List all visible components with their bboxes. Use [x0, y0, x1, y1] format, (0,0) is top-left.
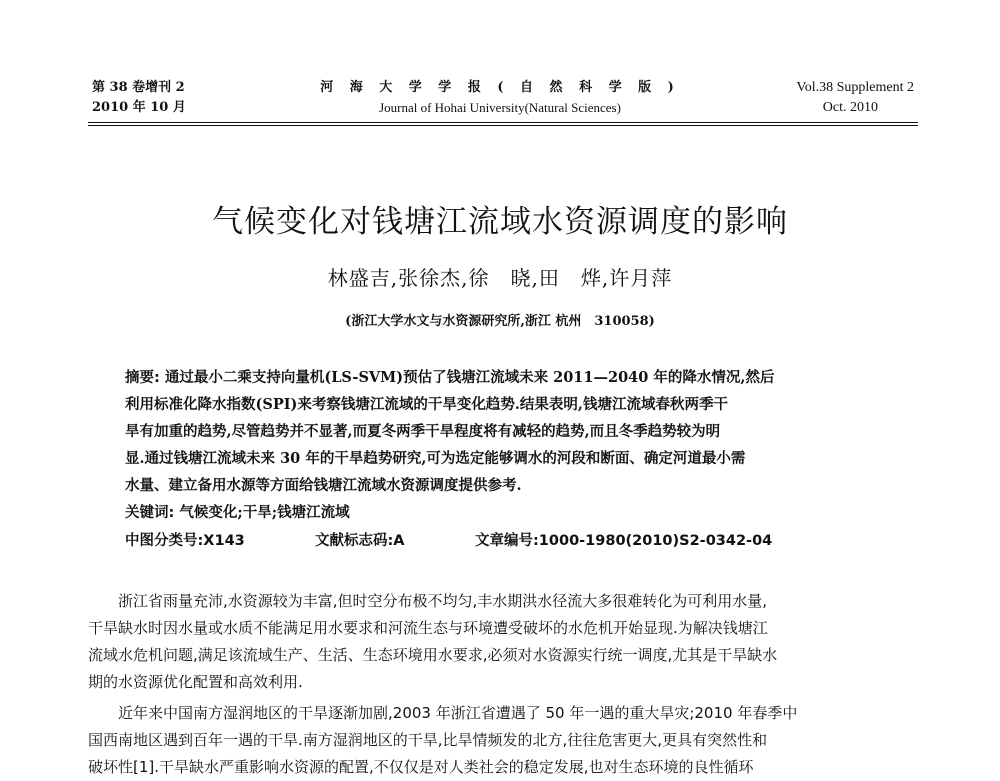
body-paragraph-2-line-3: 破坏性[1].干旱缺水严重影响水资源的配置,不仅仅是对人类社会的稳定发展,也对生态环境的良性循环 — [88, 758, 754, 776]
abstract-line-2: 利用标准化降水指数(SPI)来考察钱塘江流域的干旱变化趋势.结果表明,钱塘江流域春秋两季干 — [125, 396, 728, 413]
volume-issue: 第 38 卷增刊 2 — [92, 80, 185, 95]
journal-volume-english — [796, 78, 914, 118]
body-paragraph-1-line-4: 期的水资源优化配置和高效利用. — [88, 673, 303, 691]
journal-name-english: Journal of Hohai University(Natural Sciences) — [379, 100, 621, 115]
header-rule-top — [88, 122, 918, 123]
author-affiliation: (浙江大学水文与水资源研究所,浙江 杭州 310058) — [345, 314, 655, 329]
publication-date: 2010 年 10 月 — [92, 100, 186, 115]
journal-name — [300, 78, 700, 118]
keywords-label: 关键词: — [125, 505, 175, 521]
body-paragraph-2-line-2: 国西南地区遇到百年一遇的干旱.南方湿润地区的干旱,比旱情频发的北方,往往危害更大,更具有突然性和 — [88, 731, 768, 749]
clc-number: 中图分类号:X143 — [125, 533, 245, 549]
date-english: Oct. 2010 — [822, 100, 878, 115]
keywords-text: 气候变化;干旱;钱塘江流域 — [179, 504, 350, 521]
journal-volume-info — [92, 78, 186, 118]
abstract-line-3: 旱有加重的趋势,尽管趋势并不显著,而夏冬两季干旱程度将有减轻的趋势,而且冬季趋势较为明 — [125, 423, 721, 440]
document-code: 文献标志码:A — [315, 533, 405, 549]
body-paragraph-1-line-3: 流域水危机问题,满足该流域生产、生活、生态环境用水要求,必须对水资源实行统一调度,尤其是干旱缺水 — [88, 646, 778, 664]
article-id: 文章编号:1000-1980(2010)S2-0342-04 — [475, 533, 773, 549]
abstract-text-1: 通过最小二乘支持向量机(LS-SVM)预估了钱塘江流域未来 2011—2040 年的降水情况,然后 — [164, 369, 775, 386]
abstract-line-1 — [125, 364, 885, 392]
article-authors: 林盛吉,张徐杰,徐 晓,田 烨,许月萍 — [327, 266, 673, 290]
journal-name-chinese: 河 海 大 学 学 报 ( 自 然 科 学 版 ) — [320, 80, 680, 95]
abstract-line-4: 显.通过钱塘江流域未来 30 年的干旱趋势研究,可为选定能够调水的河段和断面、确定河道最小需 — [125, 450, 746, 467]
volume-english: Vol.38 Supplement 2 — [796, 80, 914, 95]
abstract-label: 摘要: — [125, 370, 160, 386]
keywords — [125, 500, 350, 526]
body-paragraph-1-line-1: 浙江省雨量充沛,水资源较为丰富,但时空分布极不均匀,丰水期洪水径流大多很难转化为可利用水量, — [88, 592, 768, 610]
body-paragraph-2-line-1: 近年来中国南方湿润地区的干旱逐渐加剧,2003 年浙江省遭遇了 50 年一遇的重大旱灾;2010 年春季中 — [88, 704, 798, 722]
body-paragraph-1-line-2: 干旱缺水时因水量或水质不能满足用水要求和河流生态与环境遭受破坏的水危机开始显现.为解决钱塘江 — [88, 619, 768, 637]
header-rule-bottom — [88, 125, 918, 126]
abstract-line-5: 水量、建立备用水源等方面给钱塘江流域水资源调度提供参考. — [125, 477, 522, 494]
article-title: 气候变化对钱塘江流域水资源调度的影响 — [212, 204, 788, 240]
classification-line — [125, 528, 772, 554]
